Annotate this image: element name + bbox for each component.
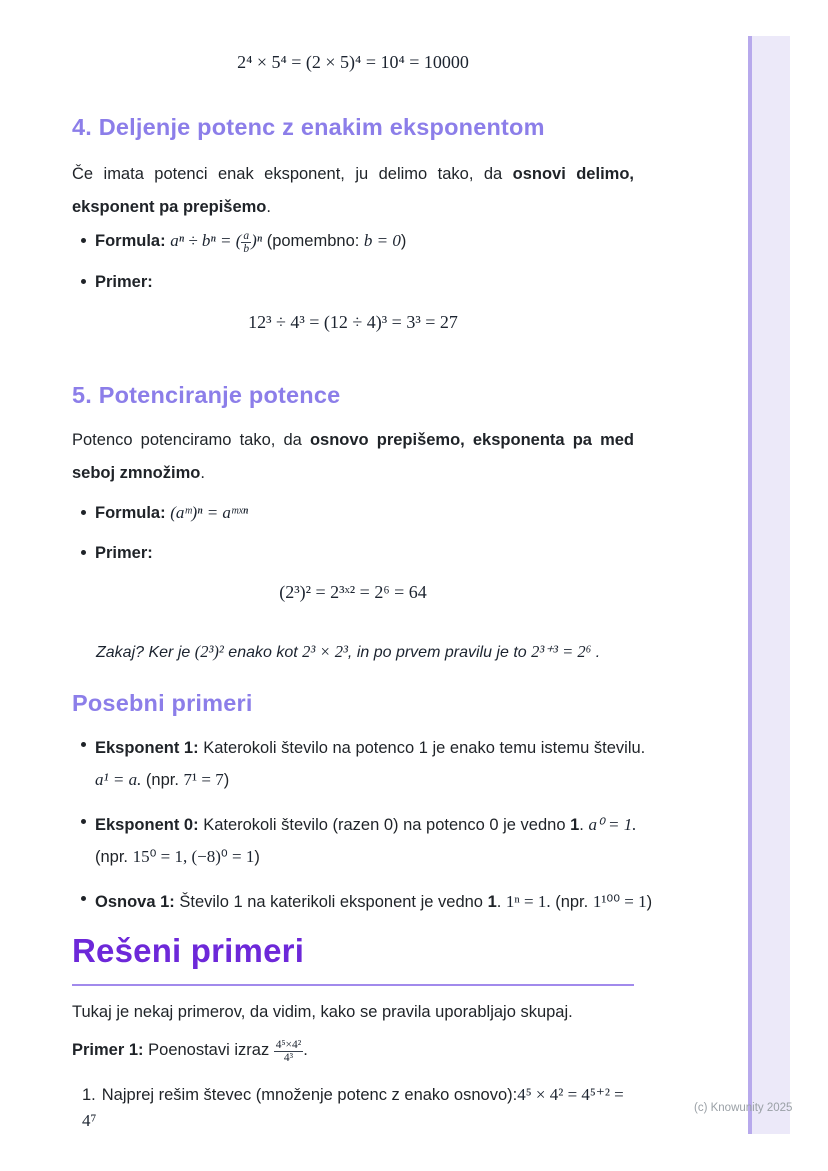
formula-note-pre: (pomembno: — [262, 232, 364, 250]
formula-label: Formula: — [95, 232, 166, 250]
fraction-denominator: b — [243, 243, 250, 255]
primer-1-period: . — [303, 1041, 308, 1059]
exponent-0-label: Eksponent 0: — [95, 816, 199, 834]
why-note-m2: 2³ × 2³ — [302, 642, 348, 661]
why-note-p4: . — [591, 644, 601, 661]
solved-examples-intro: Tukaj je nekaj primerov, da vidim, kako se pravila uporabljajo skupaj. — [72, 1003, 573, 1021]
base-1-npr: (npr. — [550, 893, 593, 911]
solution-steps — [82, 1082, 642, 1134]
page-edge-strip — [748, 36, 790, 1134]
step-1-math: 4⁵ × 4² = 4⁵⁺² = 4⁷ — [82, 1085, 624, 1130]
primer-1-text: Poenostavi izraz — [143, 1041, 274, 1059]
exponent-1-math: a¹ = a. — [95, 770, 142, 789]
formula-div-same-exponent-example: 12³ ÷ 4³ = (12 ÷ 4)³ = 3³ = 27 — [248, 312, 458, 332]
exponent-0-close: ) — [254, 848, 260, 866]
section-4-paragraph-post: . — [266, 198, 271, 216]
exponent-1-example: 7¹ = 7 — [183, 770, 224, 789]
base-1-bold-one: 1 — [487, 893, 497, 911]
why-note-p2: enako kot — [223, 644, 303, 661]
section-4-paragraph — [72, 158, 634, 224]
exponent-0-math: a⁰ = 1. — [588, 815, 637, 834]
fraction-4-powers — [274, 1040, 303, 1064]
base-1-text: Število 1 na katerikoli eksponent je vedno — [174, 893, 488, 911]
why-note-p3: , in po prvem pravilu je to — [347, 644, 532, 661]
formula-note-post: ) — [400, 232, 407, 250]
primer-1-label: Primer 1: — [72, 1041, 144, 1059]
solved-examples-heading: Rešeni primeri — [72, 932, 305, 969]
step-1-number: 1. — [82, 1086, 96, 1104]
power-of-power-formula: (aᵐ)ⁿ = aᵐˣⁿ — [170, 503, 249, 522]
section-5-bullets — [72, 500, 657, 580]
section-5-paragraph — [72, 424, 634, 490]
exponent-0-npr: (npr. — [95, 848, 133, 866]
exponent-1-text: Katerokoli število na potenco 1 je enako temu istemu številu. — [198, 739, 646, 757]
special-cases-bullets — [72, 732, 657, 931]
base-1-label: Osnova 1: — [95, 893, 175, 911]
exponent-0-bold-one: 1 — [570, 816, 580, 834]
section-4-paragraph-pre: Če imata potenci enak eksponent, ju delimo tako, da — [72, 165, 513, 183]
formula-note-math: b = 0 — [363, 231, 401, 250]
why-note-m1: (2³)² — [194, 642, 224, 661]
primer-label: Primer: — [95, 273, 153, 291]
section-4-heading: 4. Deljenje potenc z enakim eksponentom — [72, 114, 545, 140]
section-4-bullets — [72, 228, 657, 309]
primer-label: Primer: — [95, 544, 153, 562]
primer-1-line — [72, 1034, 634, 1067]
section-4-formula-item — [95, 228, 657, 255]
step-1-text: Najprej rešim števec (množenje potenc z enako osnovo): — [101, 1086, 518, 1104]
exponent-1-close: ) — [223, 771, 230, 789]
special-cases-heading: Posebni primeri — [72, 690, 253, 716]
power-of-power-example: (2³)² = 2³ˣ² = 2⁶ = 64 — [279, 582, 427, 602]
base-1-close: ) — [646, 893, 653, 911]
heading-underline — [72, 984, 634, 986]
section-4-primer-item — [95, 269, 657, 295]
section-5-paragraph-bold: osnovo prepišemo, eksponenta pa med seboj zmnožimo — [72, 431, 634, 482]
special-case-base-1 — [95, 886, 657, 918]
why-note — [96, 642, 636, 662]
section-5-paragraph-post: . — [200, 464, 205, 482]
section-5-formula-item — [95, 500, 657, 526]
exponent-1-npr: (npr. — [141, 771, 184, 789]
why-note-p1: Zakaj? Ker je — [96, 644, 195, 661]
section-5-heading: 5. Potenciranje potence — [72, 382, 341, 408]
copyright-footer: (c) Knowunity 2025 — [694, 1102, 793, 1114]
fraction-a-over-b — [241, 231, 251, 255]
section-4-paragraph-bold: osnovi delimo, eksponent pa prepišemo — [72, 165, 634, 216]
why-note-m3: 2³⁺³ = 2⁶ — [531, 642, 592, 661]
formula-math-post: )ⁿ — [251, 231, 263, 250]
base-1-math: 1ⁿ = 1. — [505, 892, 551, 911]
special-case-exponent-0 — [95, 809, 657, 873]
exponent-0-dot: . — [579, 816, 589, 834]
base-1-dot: . — [496, 893, 506, 911]
section-5-primer-item — [95, 540, 657, 566]
formula-label: Formula: — [95, 504, 166, 522]
section-5-paragraph-pre: Potenco potenciramo tako, da — [72, 431, 310, 449]
fraction-denominator: 4³ — [274, 1051, 303, 1064]
special-case-exponent-1 — [95, 732, 657, 796]
exponent-1-label: Eksponent 1: — [95, 739, 199, 757]
exponent-0-example: 15⁰ = 1, (−8)⁰ = 1 — [132, 847, 255, 866]
formula-mul-same-exponent: 2⁴ × 5⁴ = (2 × 5)⁴ = 10⁴ = 10000 — [237, 52, 469, 72]
base-1-example: 1¹⁰⁰ = 1 — [592, 892, 647, 911]
formula-math-pre: aⁿ ÷ bⁿ = ( — [170, 231, 242, 250]
exponent-0-text: Katerokoli število (razen 0) na potenco 0 je vedno — [198, 816, 571, 834]
fraction-numerator: a — [243, 230, 250, 242]
fraction-numerator: 4⁵×4² — [275, 1039, 302, 1051]
